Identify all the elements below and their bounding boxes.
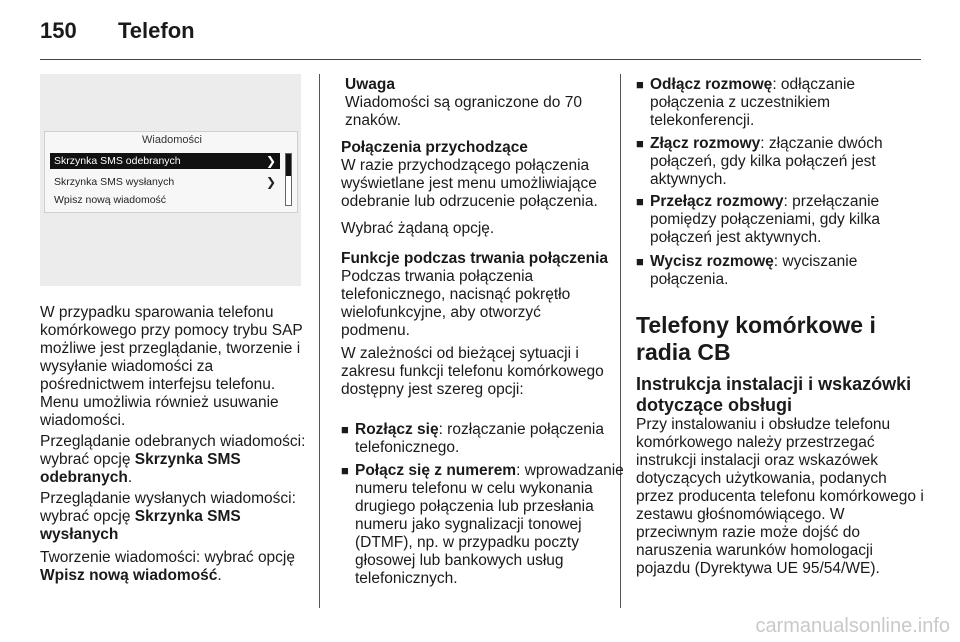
option-name: Wpisz nową wiadomość xyxy=(40,567,218,584)
text: Przeglądanie wysłanych wiadomości: wybrać opcję xyxy=(40,490,296,525)
text: : rozłączanie połączenia telefonicznego. xyxy=(355,421,604,456)
text: : odłączanie połączenia z uczestnikiem telekonferencji. xyxy=(650,76,856,129)
note-text: Wiadomości są ograniczone do 70 znaków. xyxy=(345,94,582,129)
list-item-disconnect xyxy=(341,421,627,457)
text: : wprowadzanie numeru telefonu w celu wykonania drugiego połączenia lub przesłania numeru jako sygnalizacji tonowej (DTMF), np. w przypadku poczty głosowej lub bankowych usług telefonicznych. xyxy=(355,462,624,587)
bullet-icon: ■ xyxy=(636,254,644,269)
option-name: Odłącz rozmowę xyxy=(650,76,773,93)
scrollbar-thumb xyxy=(286,154,291,176)
menu-item-label: Skrzynka SMS odebranych xyxy=(54,155,181,167)
bullet-icon: ■ xyxy=(636,136,644,151)
paragraph-received xyxy=(40,433,310,487)
option-name: Rozłącz się xyxy=(355,421,439,438)
paragraph-installation: Przy instalowaniu i obsłudze telefonu komórkowego należy przestrzegać instrukcji instalacji oraz wskazówek dotyczących użytkowania, podanych przez producenta telefonu komórkowego i zestawu głośnomówiącego. W przeciwnym razie może dojść do naruszenia warunków homologacji pojazdu (Dyrektywa UE 95/54/WE). xyxy=(636,416,924,577)
bullet-icon: ■ xyxy=(636,77,644,92)
watermark: carmanualsonline.info xyxy=(755,615,950,637)
paragraph-new xyxy=(40,549,310,585)
list-item-switch xyxy=(636,193,920,247)
page-number: 150 xyxy=(40,18,77,43)
header-rule xyxy=(40,59,921,60)
heading-incoming: Połączenia przychodzące xyxy=(341,139,528,156)
text: Tworzenie wiadomości: wybrać opcję xyxy=(40,549,295,566)
menu-item-new xyxy=(50,192,280,208)
menu-item-label: Wpisz nową wiadomość xyxy=(54,194,167,206)
period: . xyxy=(127,469,133,486)
note-title: Uwaga xyxy=(345,76,395,93)
paragraph-functions: Podczas trwania połączenia telefonicznego, nacisnąć pokrętło wielofunkcyjne, aby otworzyć podmenu. xyxy=(341,268,571,339)
option-name: Skrzynka SMS wysłanych xyxy=(40,508,241,543)
text: : wyciszanie połączenia. xyxy=(650,253,858,288)
chevron-right-icon: ❯ xyxy=(265,175,276,189)
paragraph-choose: Wybrać żądaną opcję. xyxy=(341,220,495,237)
list-item-drop xyxy=(636,76,900,130)
display-screen xyxy=(44,131,298,213)
option-name: Wycisz rozmowę xyxy=(650,253,774,270)
bullet-icon: ■ xyxy=(341,463,349,478)
column-divider-1 xyxy=(319,74,320,608)
period: . xyxy=(217,567,222,584)
list-item-call-number xyxy=(341,462,627,588)
bullet-icon: ■ xyxy=(636,194,644,209)
option-name: Skrzynka SMS odebranych xyxy=(40,451,241,486)
note xyxy=(341,76,613,130)
text: : złączanie dwóch połączeń, gdy kilka połączeń jest aktywnych. xyxy=(650,135,883,188)
paragraph-incoming: W razie przychodzącego połączenia wyświetlane jest menu umożliwiające odebranie lub odrzucenie połączenia. xyxy=(341,157,598,210)
option-name: Złącz rozmowy xyxy=(650,135,761,152)
paragraph-depends: W zależności od bieżącej sytuacji i zakresu funkcji telefonu komórkowego dostępny jest szereg opcji: xyxy=(341,345,604,398)
text: : przełączanie pomiędzy połączeniami, gdy kilka połączeń jest aktywnych. xyxy=(650,193,881,246)
page-title: Telefon xyxy=(118,18,195,43)
option-name: Połącz się z numerem xyxy=(355,462,517,479)
bullet-icon: ■ xyxy=(341,422,349,437)
heading-installation: Instrukcja instalacji i wskazówki dotyczące obsługi xyxy=(636,374,912,415)
heading-functions: Funkcje podczas trwania połączenia xyxy=(341,250,609,267)
menu-item-sent xyxy=(50,174,280,190)
paragraph-sap: W przypadku sparowania telefonu komórkowego przy pomocy trybu SAP możliwe jest przeglądanie, tworzenie i wysyłanie wiadomości za pośrednictwem interfejsu telefonu. Menu umożliwia również usuwanie wiadomości. xyxy=(40,304,303,429)
list-item-mute xyxy=(636,253,920,289)
paragraph-sent xyxy=(40,490,310,544)
list-item-merge xyxy=(636,135,920,189)
option-name: Przełącz rozmowy xyxy=(650,193,784,210)
chevron-right-icon: ❯ xyxy=(265,154,276,168)
text: Przeglądanie odebranych wiadomości: wybrać opcję xyxy=(40,433,306,468)
menu-item-received xyxy=(50,153,280,169)
heading-mobile-phones: Telefony komórkowe i radia CB xyxy=(636,312,876,365)
menu-item-label: Skrzynka SMS wysłanych xyxy=(54,176,175,188)
screen-title: Wiadomości xyxy=(142,134,202,146)
